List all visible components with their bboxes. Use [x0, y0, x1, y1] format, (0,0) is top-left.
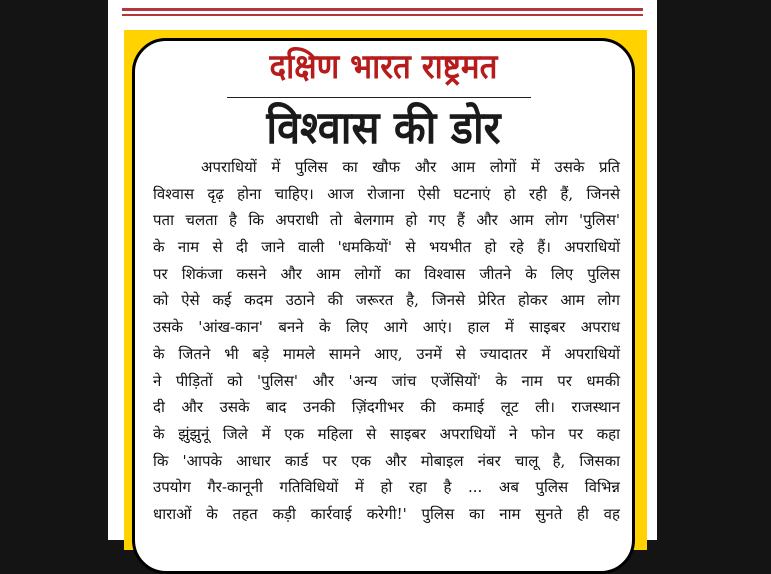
- editorial-box: [132, 38, 635, 574]
- body-line: विश्वास दृढ़ होना चाहिए। आज रोजाना ऐसी घटनाएं हो रही हैं, जिनसे: [153, 184, 620, 203]
- body-line: उपयोग गैर-कानूनी गतिविधियों में हो रहा है ... अब पुलिस विभिन्न: [153, 478, 620, 497]
- editorial-frame: [124, 30, 647, 550]
- body-line: के जितने भी बड़े मामले सामने आए, उनमें से ज्यादातर में अपराधियों: [153, 344, 620, 363]
- body-line: कि 'आपके आधार कार्ड पर एक और मोबाइल नंबर चालू है, जिसका: [153, 451, 620, 470]
- body-line: उसके 'आंख-कान' बनने के लिए आगे आएं। हाल में साइबर अपराध: [153, 318, 620, 337]
- top-rule-thin: [122, 14, 643, 16]
- body-line: ने पीड़ितों को 'पुलिस' और 'अन्य जांच एजेंसियों' के नाम पर धमकी: [153, 371, 620, 390]
- headline: विश्वास की डोर: [266, 101, 501, 154]
- body-line: दी और उसके बाद उनकी ज़िंदगीभर की कमाई लूट ली। राजस्थान: [153, 398, 620, 417]
- body-line: के नाम से दी जाने वाली 'धमकियों' से भयभीत हो रहे हैं। अपराधियों: [153, 238, 620, 257]
- body-line: पर शिकंजा कसने और आम लोगों का विश्वास जीतने के लिए पुलिस: [153, 264, 620, 283]
- masthead-title: दक्षिण भारत राष्ट्रमत: [269, 47, 498, 87]
- top-rule: [122, 8, 643, 11]
- masthead-underline: [227, 97, 531, 98]
- newspaper-page: [108, 0, 657, 540]
- body-line: अपराधियों में पुलिस का खौफ और आम लोगों में उसके प्रति: [201, 158, 620, 176]
- body-line: पता चलता है कि अपराधी तो बेलगाम हो गए हैं और आम लोग 'पुलिस': [153, 211, 620, 230]
- body-line: को ऐसे कई कदम उठाने की जरूरत है, जिनसे प्रेरित होकर आम लोग: [153, 291, 620, 310]
- body-line: धाराओं के तहत कड़ी कार्रवाई करेगी!' पुलिस का नाम सुनते ही वह: [153, 504, 620, 523]
- body-line: के झुंझुनूं जिले में एक महिला से साइबर अपराधियों ने फोन पर कहा: [153, 424, 620, 443]
- article-body: [153, 154, 620, 528]
